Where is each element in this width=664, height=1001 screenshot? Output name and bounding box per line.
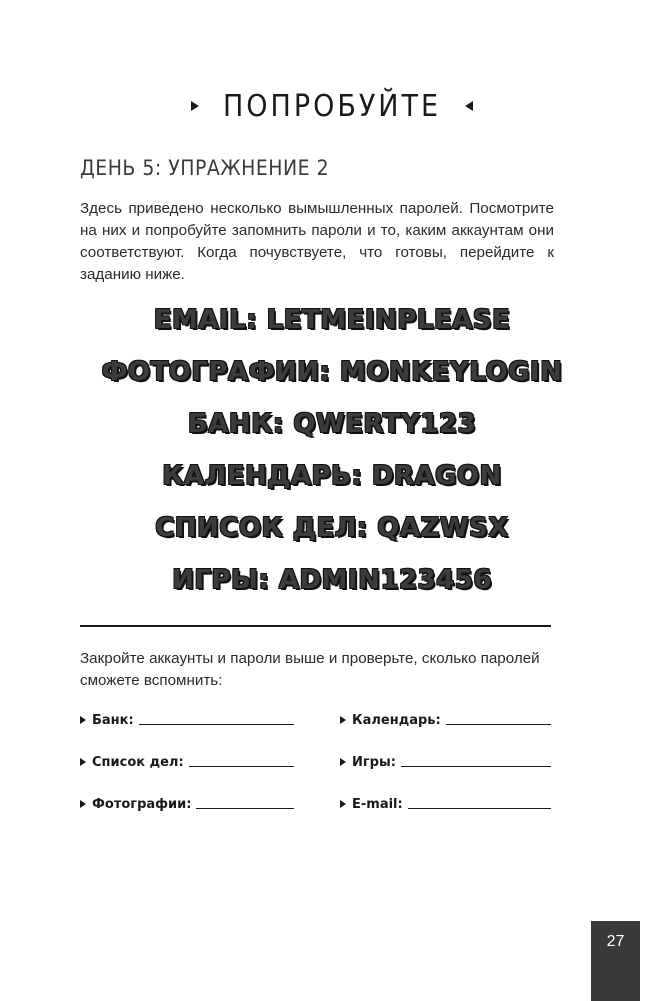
- page-number: 27: [606, 933, 625, 950]
- triangle-right-icon: [191, 101, 199, 111]
- bullet-icon: [80, 800, 86, 808]
- bullet-icon: [80, 716, 86, 724]
- page-number-box: [591, 921, 640, 1001]
- field-todo: [80, 748, 294, 770]
- password-games: ИГРЫ: ADMIN123456: [172, 565, 492, 595]
- password-bank: БАНК: QWERTY123: [187, 409, 477, 439]
- field-label-email: E-mail:: [352, 797, 403, 812]
- password-calendar: КАЛЕНДАРЬ: DRAGON: [162, 461, 502, 491]
- field-bank: [80, 706, 294, 728]
- field-calendar: [340, 706, 551, 728]
- answer-line-calendar[interactable]: [446, 724, 551, 725]
- password-todo: СПИСОК ДЕЛ: QAZWSX: [155, 513, 509, 543]
- password-email: EMAIL: LETMEINPLEASE: [153, 305, 511, 335]
- field-label-photos: Фотографии:: [92, 797, 192, 812]
- exercise-subtitle: ДЕНЬ 5: УПРАЖНЕНИЕ 2: [80, 156, 330, 180]
- page-heading: ПОПРОБУЙТЕ: [222, 88, 442, 124]
- answer-line-todo[interactable]: [189, 766, 294, 767]
- bullet-icon: [340, 716, 346, 724]
- heading-row: [0, 82, 664, 130]
- password-photos: ФОТОГРАФИИ: MONKEYLOGIN: [101, 357, 563, 387]
- task-paragraph: Закройте аккаунты и пароли выше и проверьте, сколько паролей сможете вспомнить:: [80, 650, 540, 689]
- bullet-icon: [340, 800, 346, 808]
- field-email: [340, 790, 551, 812]
- bullet-icon: [80, 758, 86, 766]
- triangle-left-icon: [465, 101, 473, 111]
- answer-line-photos[interactable]: [196, 808, 294, 809]
- intro-paragraph: Здесь приведено несколько вымышленных паролей. Посмотрите на них и попробуйте запомнить пароли и то, каким аккаунтам они соответствуют. Когда почувствуете, что готовы, перейдите к заданию ниже.: [80, 200, 554, 283]
- bullet-icon: [340, 758, 346, 766]
- field-label-calendar: Календарь:: [352, 713, 441, 728]
- field-label-games: Игры:: [352, 755, 396, 770]
- field-games: [340, 748, 551, 770]
- field-label-bank: Банк:: [92, 713, 134, 728]
- answer-line-bank[interactable]: [139, 724, 294, 725]
- password-list: [0, 294, 664, 606]
- answer-line-games[interactable]: [401, 766, 551, 767]
- divider: [80, 625, 551, 627]
- field-photos: [80, 790, 294, 812]
- field-label-todo: Список дел:: [92, 755, 184, 770]
- answer-line-email[interactable]: [408, 808, 551, 809]
